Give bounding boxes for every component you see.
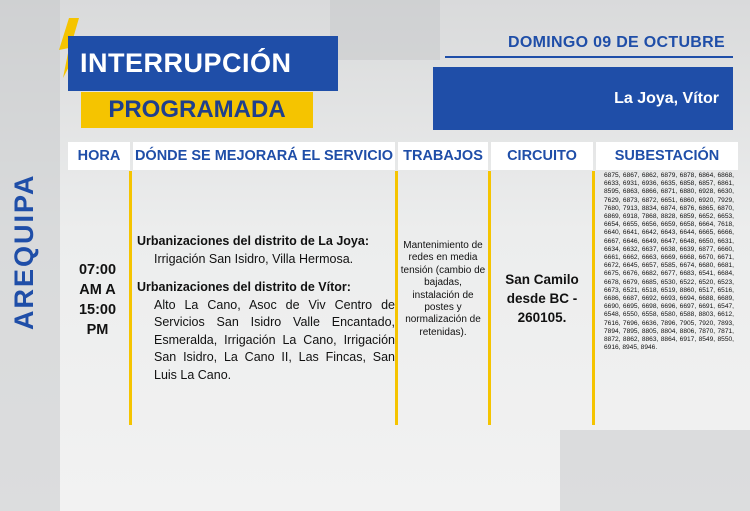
column-separator <box>395 171 398 425</box>
divider <box>445 56 733 58</box>
circuito-cell: San Camilo desde BC - 260105. <box>505 272 579 325</box>
title-interrupcion: INTERRUPCIÓN <box>68 36 338 91</box>
district-la-joya-body: Irrigación San Isidro, Villa Hermosa. <box>154 251 354 266</box>
district-vitor-body: Alto La Cano, Asoc de Viv Centro de Servicios San Isidro Valle Encantado, Esmeralda, Irrigación La Cano, Irrigación San Isidro, La Cano II, Las Fincas, San Luis La Cano. <box>154 297 395 382</box>
header-hora: HORA <box>68 142 130 170</box>
donde-cell <box>137 233 395 384</box>
background-photo <box>330 0 440 60</box>
hora-line: 07:00 <box>78 262 117 278</box>
column-separator <box>592 171 595 425</box>
title-programada: PROGRAMADA <box>81 92 313 128</box>
background-photo <box>560 430 750 511</box>
hora-cell <box>70 260 125 340</box>
location-text: La Joya, Vítor <box>614 90 719 107</box>
hora-line: 15:00 <box>78 302 117 318</box>
district-la-joya-title: Urbanizaciones del distrito de La Joya: <box>137 234 370 248</box>
header-donde: DÓNDE SE MEJORARÁ EL SERVICIO <box>133 142 395 170</box>
column-separator <box>129 171 132 425</box>
date-label: DOMINGO 09 DE OCTUBRE <box>508 34 725 51</box>
region-label: AREQUIPA <box>9 173 39 330</box>
subestacion-cell: 6875, 6867, 6862, 6879, 6878, 6864, 6868, 6633, 6931, 6936, 6635, 6858, 6857, 6861, 8595, 6863, 6866, 6871, 6880, 6928, 6630, 7629, 6873, 6872, 6651, 6860, 6920, 7929, 7680, 7913, 8834, 6874, 6876, 6865, 6870, 6869, 6918, 7868, 8828, 6859, 6652, 6653, 6654, 6655, 6656, 6659, 6658, 6664, 7618, 6640, 6641, 6642, 6643, 6644, 6665, 6666, 6667, 6646, 6649, 6647, 6648, 6650, 6631, 6634, 6632, 6637, 6638, 6639, 6877, 6660, 6661, 6662, 6663, 6669, 6668, 6670, 6671, 6672, 6645, 6657, 6585, 6674, 6680, 6681, 6675, 6676, 6682, 6677, 6683, 6541, 6684, 6678, 6679, 6685, 6530, 6522, 6520, 6523, 6673, 6521, 6518, 6519, 8860, 6517, 6516, 6686, 6687, 6692, 6693, 6694, 6688, 6689, 6690, 6695, 6698, 6696, 6697, 6691, 6547, 6548, 6550, 6558, 6580, 6588, 8803, 6612, 7616, 7696, 6636, 7896, 7905, 7920, 7893, 7894, 7895, 8805, 8804, 8806, 7870, 7871, 8872, 8862, 8863, 8864, 6917, 8549, 8550, 6916, 8945, 8946. <box>604 172 734 352</box>
location-box <box>433 67 733 130</box>
column-separator <box>488 171 491 425</box>
header-trabajos: TRABAJOS <box>398 142 488 170</box>
district-vitor-title: Urbanizaciones del distrito de Vítor: <box>137 280 351 294</box>
hora-line: AM A <box>79 282 116 298</box>
trabajos-cell: Mantenimiento de redes en media tensión (cambio de bajadas, instalación de postes y normalización de retenidas). <box>400 240 486 338</box>
header-subestacion: SUBESTACIÓN <box>596 142 738 170</box>
hora-line: PM <box>86 322 109 338</box>
header-circuito: CIRCUITO <box>491 142 593 170</box>
